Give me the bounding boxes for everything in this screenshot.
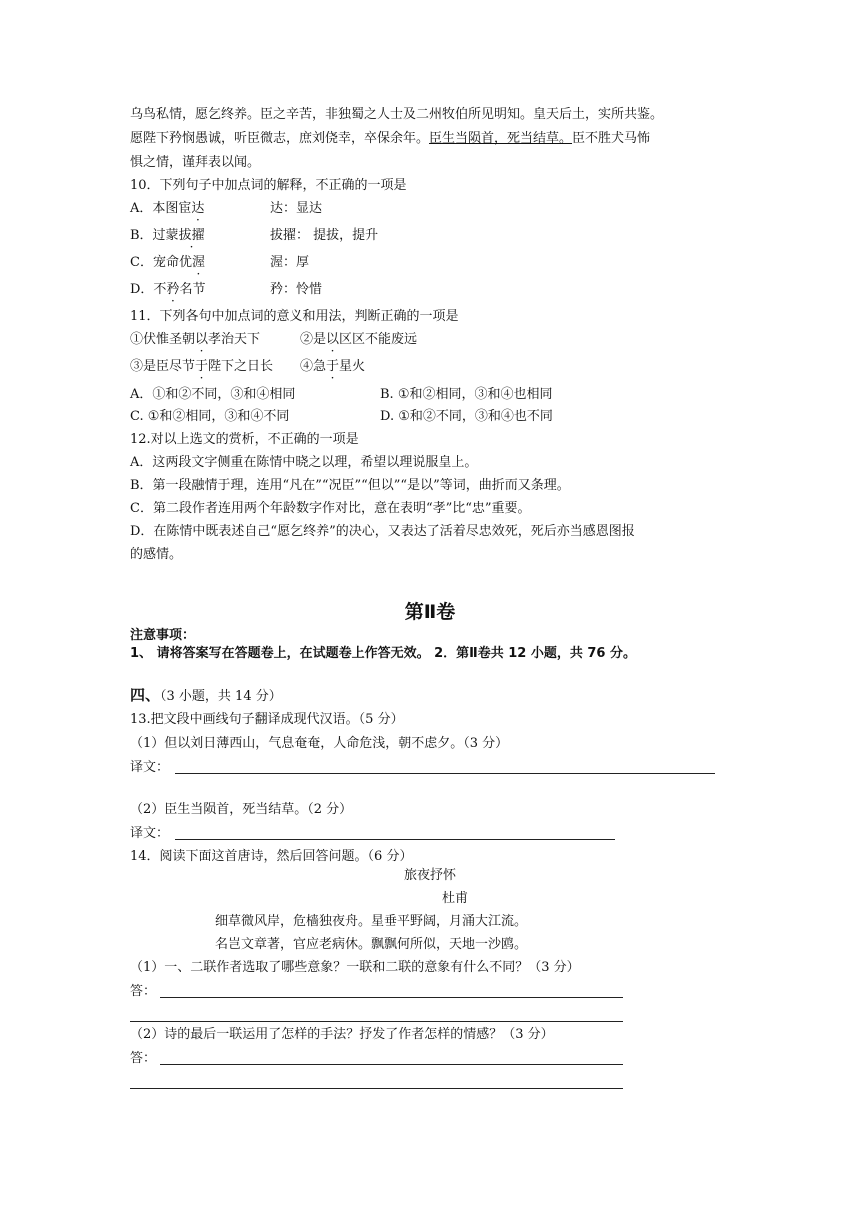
q11-s3-pre: ③是臣尽节	[130, 359, 196, 374]
section-4-heading	[130, 686, 282, 706]
q10-d-text: D．不	[130, 282, 167, 297]
passage-line-1: 乌鸟私情，愿乞终养。臣之辛苦，非独蜀之人士及二州牧伯所见明知。皇天后土，实所共鉴。	[130, 107, 664, 122]
passage-line-3: 惧之情，谨拜表以闻。	[130, 155, 261, 170]
q14-part-1: （1）一、二联作者选取了哪些意象？一联和二联的意象有什么不同？（3 分）	[130, 960, 580, 975]
q11-sentence-2	[300, 331, 417, 349]
q10-option-c	[130, 254, 205, 272]
q11-s4-pre: ④急	[300, 359, 327, 374]
q14-stem: 14．阅读下面这首唐诗，然后回答问题。（6 分）	[130, 849, 413, 864]
q13-part-1: （1）但以刘日薄西山，气息奄奄，人命危浅，朝不虑夕。（3 分）	[130, 736, 509, 751]
q14-part-1-answer-line-2[interactable]	[130, 1021, 623, 1022]
q10-d-rest: 名节	[179, 282, 206, 297]
poem-author: 杜甫	[441, 891, 468, 906]
q10-c-dotted: 渥	[191, 255, 205, 270]
q11-s1-dotted: 以	[195, 332, 209, 347]
q10-option-b	[130, 227, 205, 245]
q10-stem: 10．下列句子中加点词的解释，不正确的一项是	[130, 178, 407, 193]
q10-d-gloss: 矜：怜惜	[270, 282, 323, 297]
q14-part-2-answer-label: 答：	[130, 1051, 157, 1066]
part-2-title: 第Ⅱ卷	[404, 601, 456, 623]
passage-line-2-pre: 愿陛下矜悯愚诚，听臣微志，庶刘侥幸，卒保余年。	[130, 131, 430, 146]
q11-option-b: B. ①和②相同，③和④也相同	[380, 387, 553, 402]
q10-a-text: A．本图宦	[130, 201, 192, 216]
q12-option-d-line2: 的感情。	[130, 547, 183, 562]
q11-s1-post: 孝治天下	[208, 332, 261, 347]
q14-part-2-answer-line-1[interactable]	[160, 1064, 623, 1065]
q13-stem: 13.把文段中画线句子翻译成现代汉语。（5 分）	[130, 712, 404, 727]
poem-title: 旅夜抒怀	[403, 868, 456, 883]
q13-part-2-answer-label: 译文：	[130, 826, 170, 841]
q10-b-text: B．过蒙	[130, 228, 179, 243]
q10-b-gloss: 拔擢： 提拔，提升	[270, 228, 379, 243]
q12-option-d-line1: D．在陈情中既表述自己“愿乞终养”的决心，又表达了活着尽忠效死，死后亦当感恩图报	[130, 524, 635, 539]
section-4-note: （3 小题，共 14 分）	[160, 689, 282, 704]
poem-line-1: 细草微风岸，危樯独夜舟。星垂平野阔，月涌大江流。	[215, 914, 528, 929]
q14-part-2-answer-line-2[interactable]	[130, 1088, 623, 1089]
q12-option-c: C．第二段作者连用两个年龄数字作对比，意在表明“孝”比“忠”重要。	[130, 501, 531, 516]
q10-a-dotted: 达	[191, 201, 205, 216]
q13-part-2-answer-line[interactable]	[175, 839, 615, 840]
poem-line-2: 名岂文章著，官应老病休。飘飘何所似，天地一沙鸥。	[215, 937, 528, 952]
q11-s3-post: 陛下之日长	[208, 359, 274, 374]
q10-c-text: C．宠命优	[130, 255, 192, 270]
q11-s2-pre: ②是	[300, 332, 327, 347]
q10-a-gloss: 达：显达	[270, 201, 323, 216]
q10-option-d	[130, 281, 205, 299]
q11-sentence-4	[300, 358, 365, 376]
q14-part-2: （2）诗的最后一联运用了怎样的手法？抒发了作者怎样的情感？（3 分）	[130, 1027, 554, 1042]
q13-part-2: （2）臣生当陨首，死当结草。（2 分）	[130, 802, 353, 817]
q10-d-dotted: 矜	[166, 282, 180, 297]
q13-part-1-answer-label: 译文：	[130, 760, 170, 775]
q14-part-1-answer-line-1[interactable]	[160, 997, 623, 998]
notice-heading: 注意事项：	[130, 628, 196, 643]
q10-b-dotted: 拔擢	[178, 228, 205, 243]
passage-line-2-post: 臣不胜犬马怖	[572, 131, 651, 146]
q11-s4-post: 星火	[339, 359, 366, 374]
q11-sentence-3	[130, 358, 273, 376]
q11-option-d: D. ①和②不同，③和④也不同	[380, 409, 553, 424]
q11-s2-post: 区区不能废远	[339, 332, 418, 347]
q10-option-a	[130, 200, 204, 218]
notice-body: 1、 请将答案写在答题卷上，在试题卷上作答无效。 2．第Ⅱ卷共 12 小题，共 76 分。	[130, 646, 636, 661]
q14-part-1-answer-label: 答：	[130, 984, 157, 999]
q13-part-1-answer-line[interactable]	[175, 773, 715, 774]
q11-s4-dotted: 于	[326, 359, 340, 374]
q10-c-gloss: 渥：厚	[270, 255, 310, 270]
section-4-label: 四、	[130, 686, 161, 704]
q11-s1-pre: ①伏惟圣朝	[130, 332, 196, 347]
q11-option-c: C. ①和②相同，③和④不同	[130, 409, 290, 424]
q12-option-b: B．第一段融情于理，连用“凡在”“况臣”“但以”“是以”等词，曲折而又条理。	[130, 478, 570, 493]
passage-line-2	[130, 130, 650, 148]
q11-stem: 11．下列各句中加点词的意义和用法，判断正确的一项是	[130, 309, 459, 324]
q11-sentence-1	[130, 331, 260, 349]
q11-s2-dotted: 以	[326, 332, 340, 347]
q11-option-a: A．①和②不同，③和④相同	[130, 387, 296, 402]
q11-s3-dotted: 于	[195, 359, 209, 374]
q12-option-a: A．这两段文字侧重在陈情中晓之以理，希望以理说服皇上。	[130, 455, 478, 470]
q12-stem: 12.对以上选文的赏析，不正确的一项是	[130, 432, 359, 447]
passage-underlined-sentence: 臣生当陨首，死当结草。	[429, 131, 573, 146]
